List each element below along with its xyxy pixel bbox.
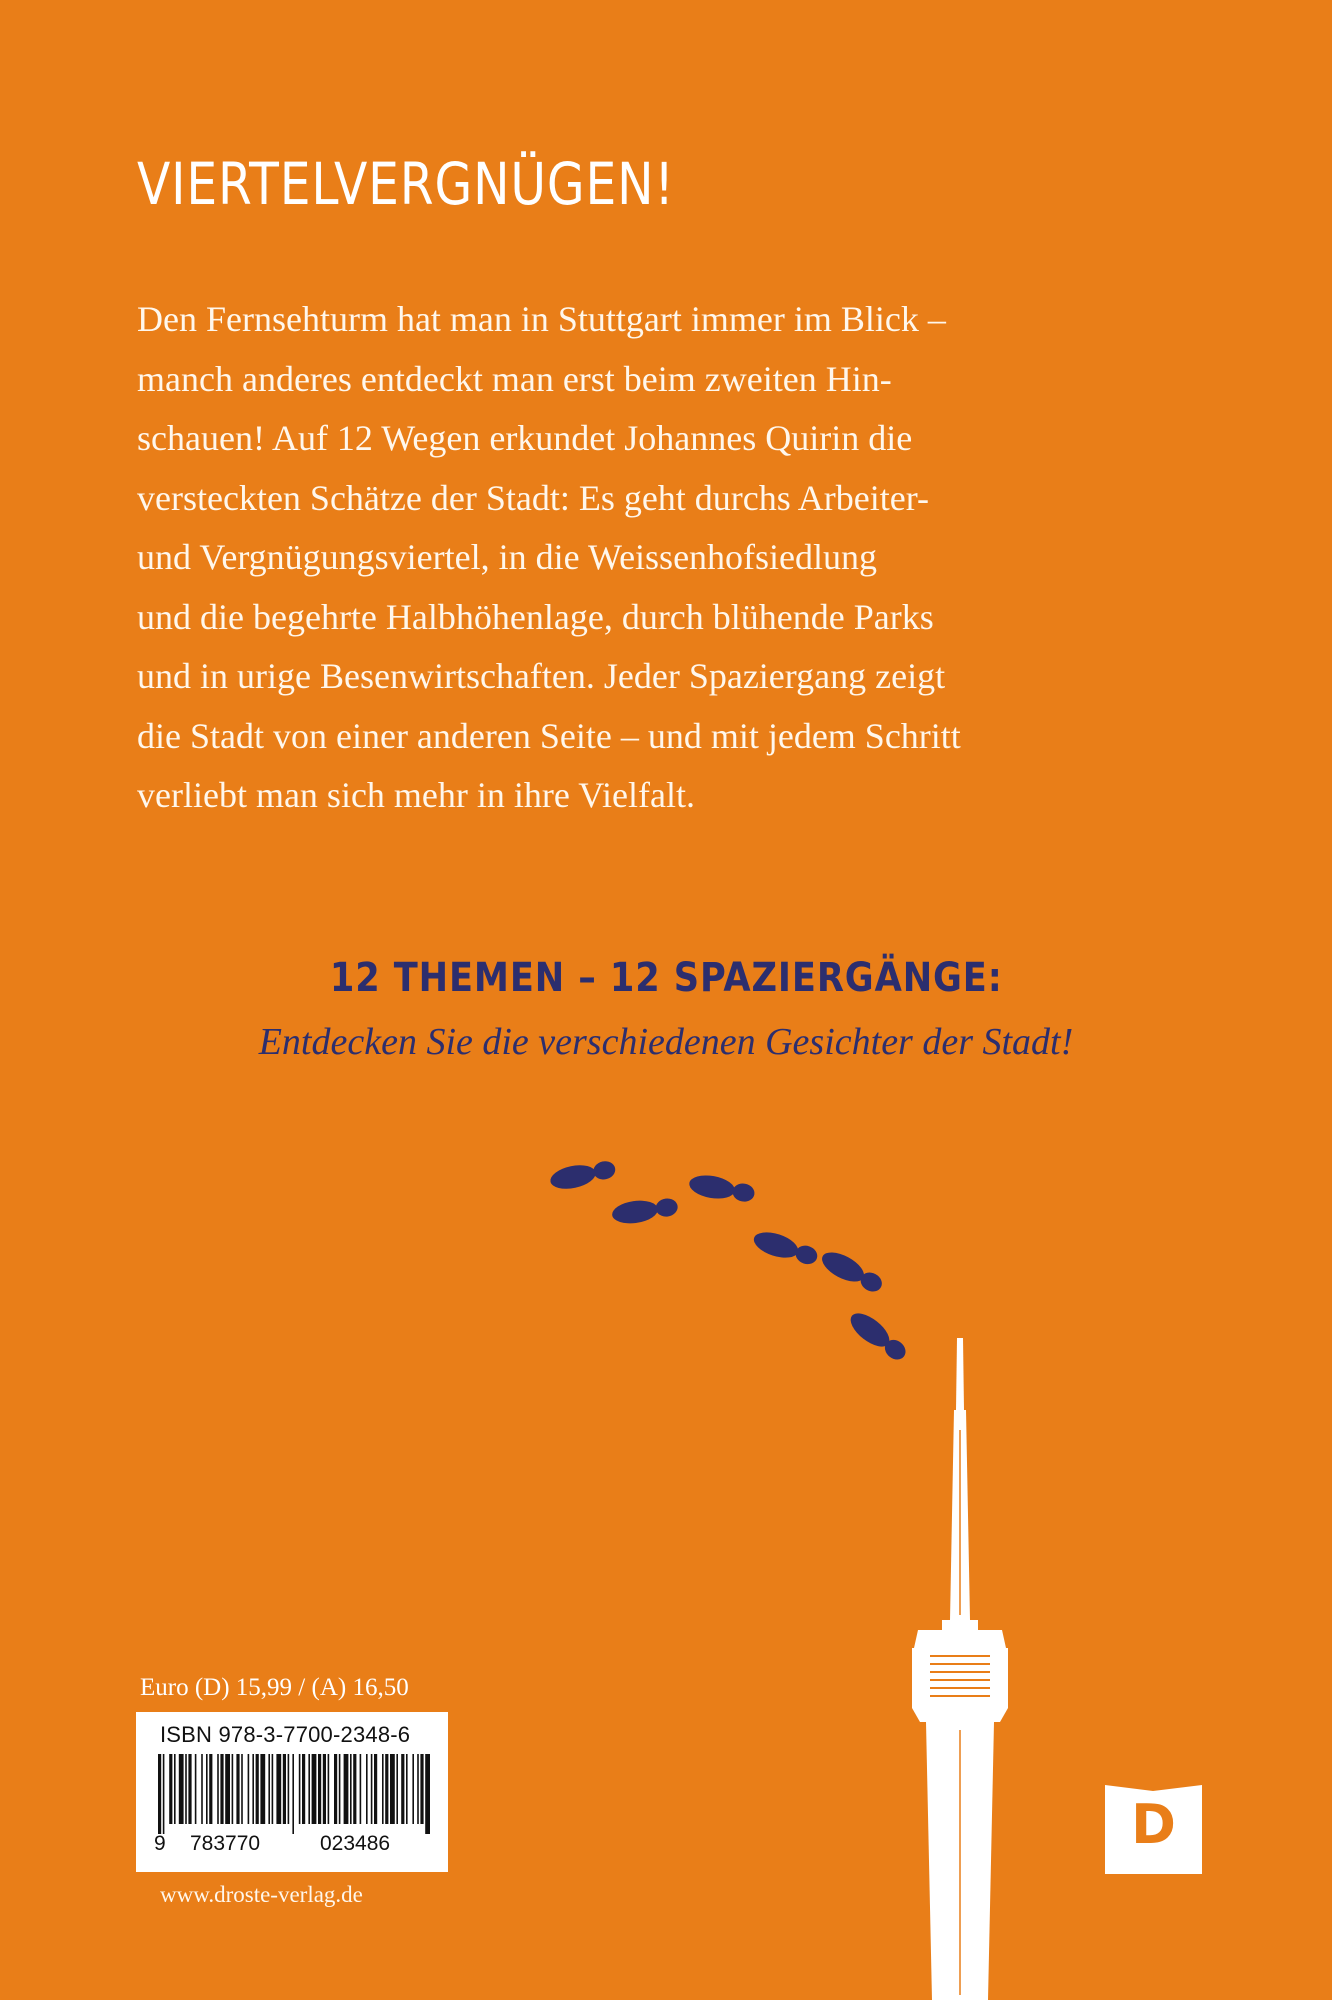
publisher-url: www.droste-verlag.de [160,1882,363,1907]
blurb-line: Den Fernsehturm hat man in Stuttgart immer im Blick – [137,299,946,339]
barcode-digits-left: 783770 [190,1832,261,1855]
price-label: Euro (D) 15,99 / (A) 16,50 [140,1674,409,1701]
blurb-line: versteckten Schätze der Stadt: Es geht durchs Arbeiter- [137,477,929,518]
isbn-label: ISBN 978-3-7700-2348-6 [160,1722,411,1747]
section-title-text: 12 THEMEN – 12 SPAZIERGÄNGE: [329,955,1003,1001]
section-subtitle: Entdecken Sie die verschiedenen Gesichter der Stadt! [258,1021,1074,1063]
blurb-line: und Vergnügungsviertel, in die Weissenhofsiedlung [137,537,878,577]
blurb-paragraph [137,290,1147,826]
footprints-illustration [540,1140,920,1380]
barcode-graphic [154,1754,434,1834]
barcode-digits-right: 023486 [320,1832,391,1855]
blurb-line: und in urige Besenwirtschaften. Jeder Spaziergang zeigt [137,656,946,696]
barcode-digit-first: 9 [154,1832,166,1855]
blurb-line: manch anderes entdeckt man erst beim zweiten Hin- [137,358,892,399]
publisher-logo-letter: D [1131,1793,1176,1856]
blurb-line: verliebt man sich mehr in ihre Vielfalt. [137,775,695,815]
page-title: VIERTELVERGNÜGEN! [137,150,675,218]
blurb-line: schauen! Auf 12 Wegen erkundet Johannes Quirin die [137,418,913,458]
publisher-logo-mark [1105,1777,1202,1874]
tv-tower-illustration [890,1330,1030,2000]
barcode-panel [136,1712,448,1872]
blurb-line: die Stadt von einer anderen Seite – und mit jedem Schritt [137,715,961,756]
blurb-line: und die begehrte Halbhöhenlage, durch blühende Parks [137,596,934,637]
section-title [0,955,1332,1001]
